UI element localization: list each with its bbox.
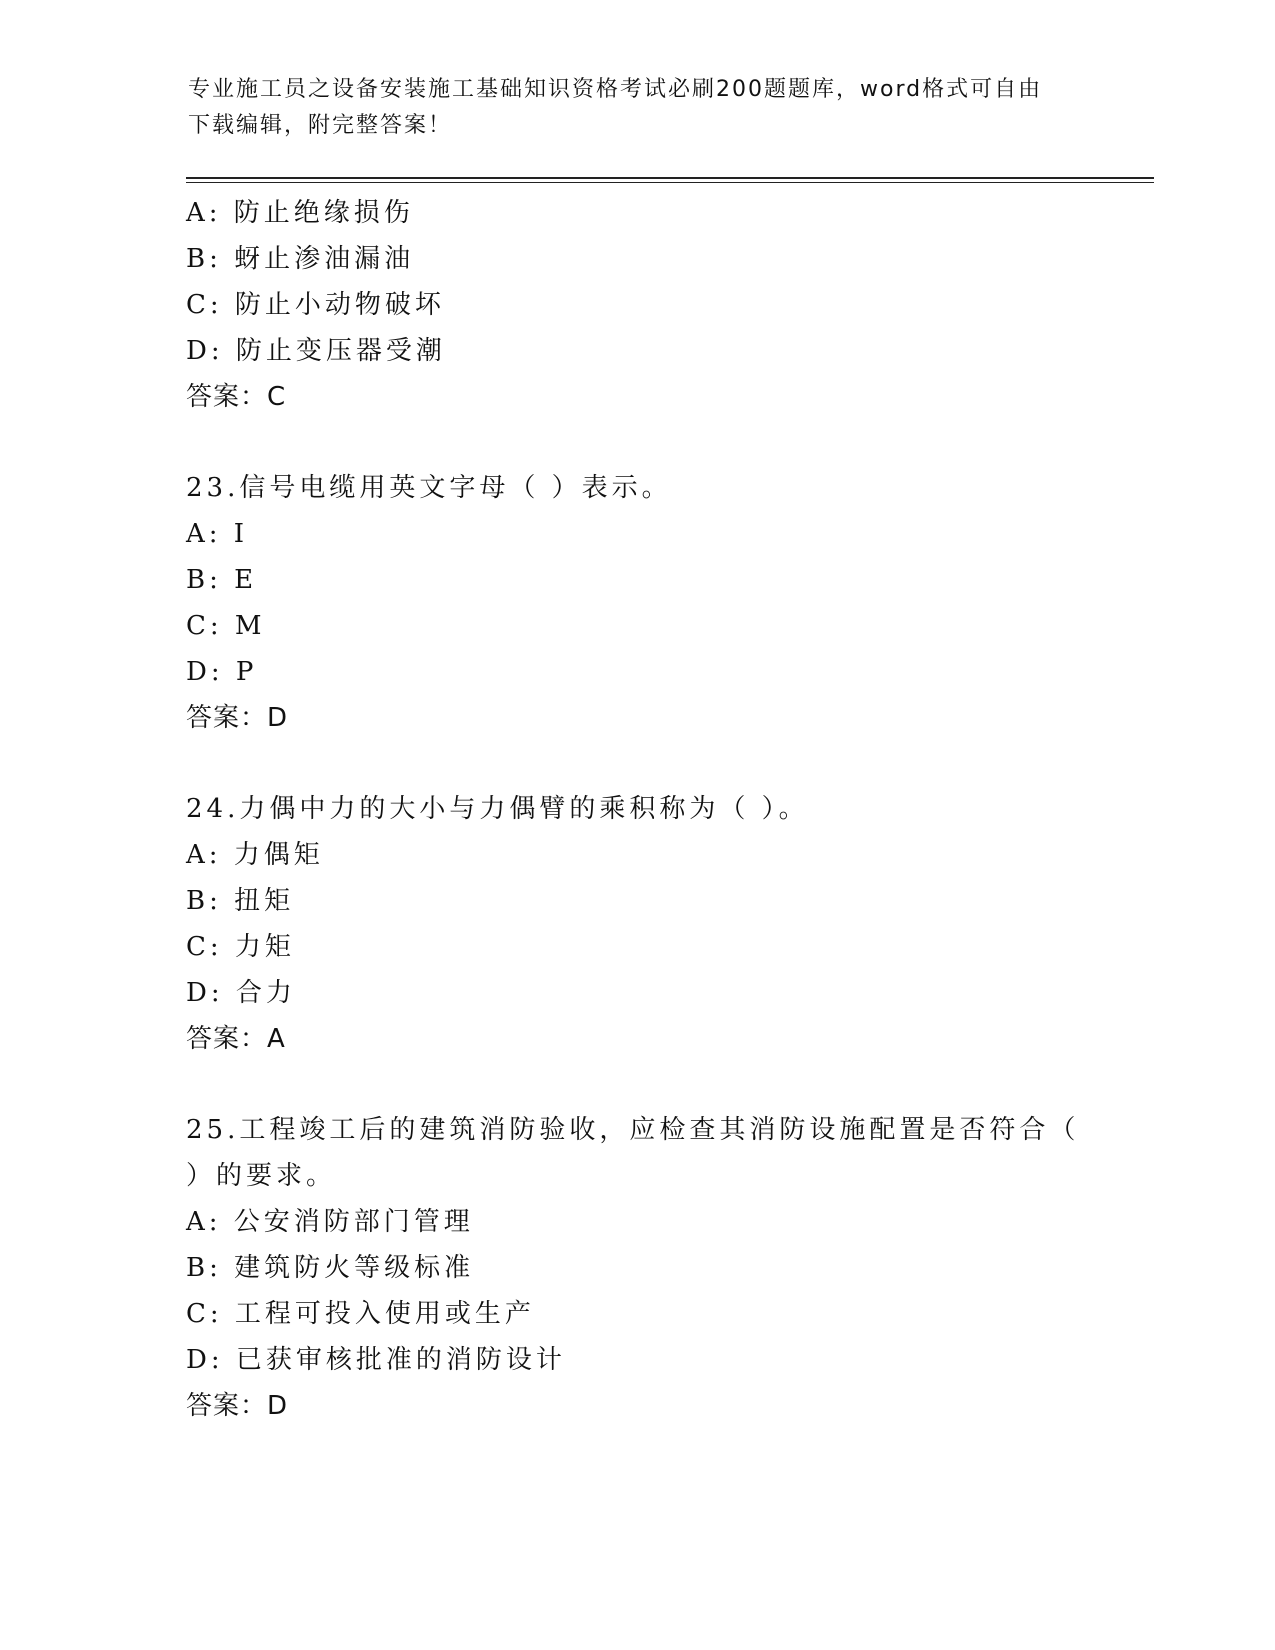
header-divider-thick <box>186 177 1154 179</box>
option-d: D: 合力 <box>186 978 296 1008</box>
question-block-23 <box>186 465 1146 741</box>
option-c: C: 工程可投入使用或生产 <box>186 1299 535 1329</box>
question-list <box>186 190 1146 1429</box>
option-c: C: 防止小动物破坏 <box>186 290 445 320</box>
spacer <box>186 420 1146 465</box>
question-text: 23.信号电缆用英文字母（ ）表示。 <box>186 473 672 503</box>
option-b: B: 建筑防火等级标准 <box>186 1253 475 1283</box>
question-text-line-1: 25.工程竣工后的建筑消防验收，应检查其消防设施配置是否符合（ <box>186 1115 1080 1145</box>
question-text-line-2: ）的要求。 <box>186 1161 337 1191</box>
option-a: A: I <box>186 519 249 549</box>
option-d: D: P <box>186 657 258 687</box>
option-b: B: 扭矩 <box>186 886 295 916</box>
option-a: A: 防止绝缘损伤 <box>186 198 414 228</box>
option-d: D: 防止变压器受潮 <box>186 336 446 366</box>
option-a: A: 力偶矩 <box>186 840 324 870</box>
question-block-22 <box>186 190 1146 420</box>
option-d: D: 已获审核批准的消防设计 <box>186 1345 566 1375</box>
header-title-line-2: 下载编辑，附完整答案！ <box>188 113 453 138</box>
header-divider-thin <box>186 182 1154 183</box>
question-block-24 <box>186 786 1146 1062</box>
answer-line: 答案：C <box>186 382 287 412</box>
option-a: A: 公安消防部门管理 <box>186 1207 474 1237</box>
answer-line: 答案：A <box>186 1024 286 1054</box>
document-header <box>188 72 1088 144</box>
option-b: B: E <box>186 565 258 595</box>
question-block-25 <box>186 1107 1146 1429</box>
header-title-line-1: 专业施工员之设备安装施工基础知识资格考试必刷200题题库，word格式可自由 <box>188 77 1043 102</box>
option-b: B: 蚜止渗油漏油 <box>186 244 415 274</box>
answer-line: 答案：D <box>186 1391 289 1421</box>
spacer <box>186 1062 1146 1107</box>
option-c: C: 力矩 <box>186 932 295 962</box>
spacer <box>186 741 1146 786</box>
answer-line: 答案：D <box>186 703 289 733</box>
question-text: 24.力偶中力的大小与力偶臂的乘积称为（ ）。 <box>186 794 809 824</box>
option-c: C: M <box>186 611 266 641</box>
